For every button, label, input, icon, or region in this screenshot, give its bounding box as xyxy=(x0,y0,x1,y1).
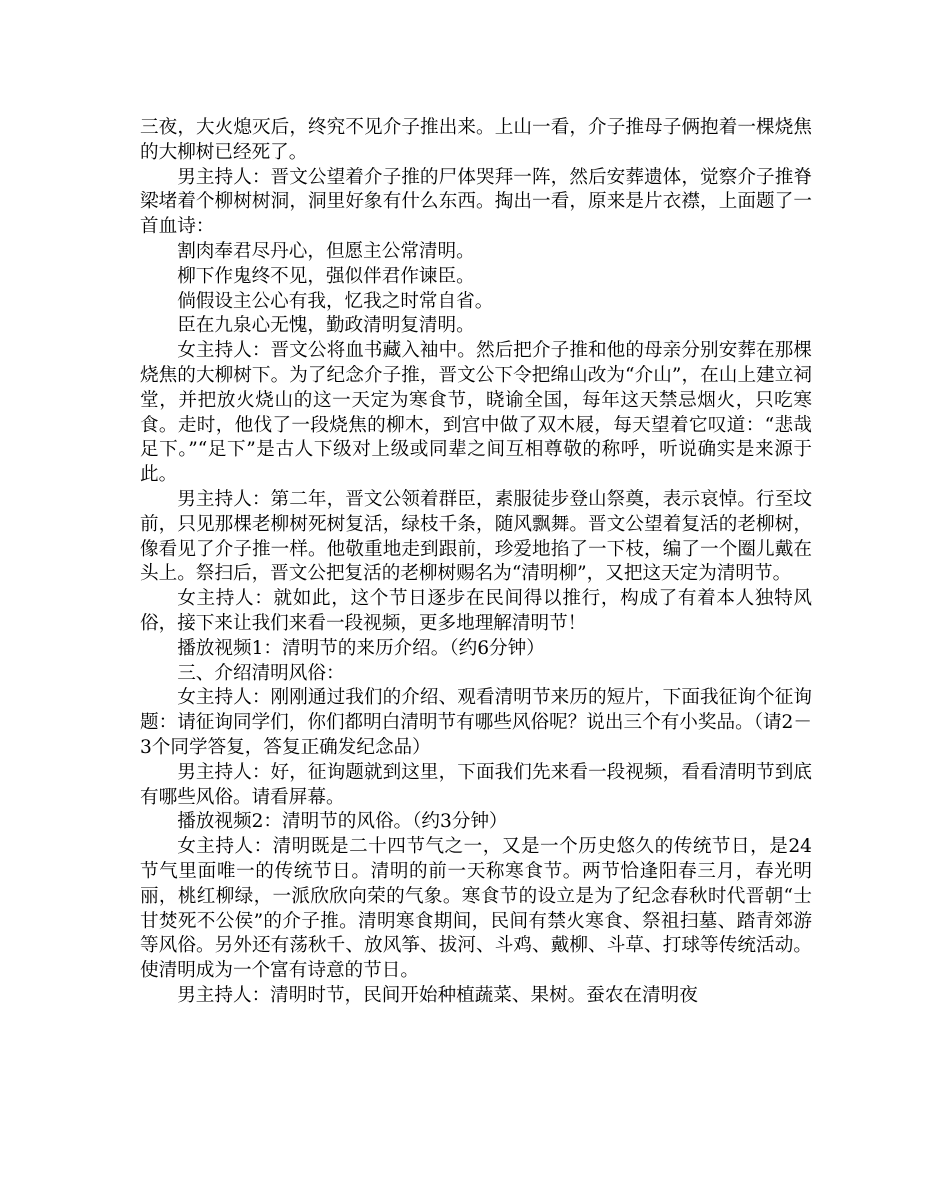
paragraph-female-host-blood-letter: 女主持人：晋文公将血书藏入袖中。然后把介子推和他的母亲分别安葬在那棵烧焦的大柳树下。为了纪念介子推，晋文公下令把绵山改为“介山”，在山上建立祠堂，并把放火烧山的这一天定为寒食节，晓谕全国，每年这天禁忌烟火，只吃寒食。走时，他伐了一段烧焦的柳木，到宫中做了双木屐，每天望着它叹道：“悲哉足下。”“足下”是古人下级对上级或同辈之间互相尊敬的称呼，听说确实是来源于此。 xyxy=(140,340,812,486)
paragraph-female-host-question: 女主持人：刚刚通过我们的介绍、观看清明节来历的短片，下面我征询个征询题：请征询同学们，你们都明白清明节有哪些风俗呢？说出三个有小奖品。（请2－3个同学答复，答复正确发纪念品） xyxy=(140,687,812,758)
paragraph-female-host-qingming: 女主持人：清明既是二十四节气之一，又是一个历史悠久的传统节日，是24节气里面唯一的传统节日。清明的前一天称寒食节。两节恰逢阳春三月，春光明丽，桃红柳绿，一派欣欣向荣的气象。寒食节的设立是为了纪念春秋时代晋朝“士甘焚死不公侯”的介子推。清明寒食期间，民间有禁火寒食、祭祖扫墓、踏青郊游等风俗。另外还有荡秋千、放风筝、拔河、斗鸡、戴柳、斗草、打球等传统活动。使清明成为一个富有诗意的节日。 xyxy=(140,836,812,982)
paragraph-video-2: 播放视频2：清明节的风俗。（约3分钟） xyxy=(177,811,508,833)
poem-line-3: 倘假设主公心有我，忆我之时常自省。 xyxy=(177,290,494,312)
section-heading-customs: 三、介绍清明风俗： xyxy=(177,662,345,684)
paragraph-female-host-custom: 女主持人：就如此，这个节日逐步在民间得以推行，构成了有着本人独特风俗，接下来让我们来看一段视频，更多地理解清明节！ xyxy=(140,588,812,634)
poem-line-4: 臣在九泉心无愧，勤政清明复清明。 xyxy=(177,315,475,337)
document-body xyxy=(140,116,812,1009)
poem-line-1: 割肉奉君尽丹心，但愿主公常清明。 xyxy=(177,240,475,262)
paragraph-male-host-poem-intro: 男主持人：晋文公望着介子推的尸体哭拜一阵，然后安葬遗体，觉察介子推脊梁堵着个柳树树洞，洞里好象有什么东西。掏出一看，原来是片衣襟，上面题了一首血诗： xyxy=(140,166,812,238)
paragraph-male-host-second-year: 男主持人：第二年，晋文公领着群臣，素服徒步登山祭奠，表示哀悼。行至坟前，只见那棵老柳树死树复活，绿枝千条，随风飘舞。晋文公望着复活的老柳树，像看见了介子推一样。他敬重地走到跟前，珍爱地掐了一下枝，编了一个圈儿戴在头上。祭扫后，晋文公把复活的老柳树赐名为“清明柳”，又把这天定为清明节。 xyxy=(140,488,812,585)
paragraph-male-host-video-intro: 男主持人：好，征询题就到这里，下面我们先来看一段视频，看看清明节到底有哪些风俗。请看屏幕。 xyxy=(140,761,812,808)
paragraph-video-1: 播放视频1：清明节的来历介绍。（约6分钟） xyxy=(177,637,545,659)
paragraph-continuation: 三夜，大火熄灭后，终究不见介子推出来。上山一看，介子推母子俩抱着一棵烧焦的大柳树已经死了。 xyxy=(140,117,812,163)
poem-line-2: 柳下作鬼终不见，强似伴君作谏臣。 xyxy=(177,265,475,287)
paragraph-male-host-planting: 男主持人：清明时节，民间开始种植蔬菜、果树。蚕农在清明夜 xyxy=(177,984,698,1006)
